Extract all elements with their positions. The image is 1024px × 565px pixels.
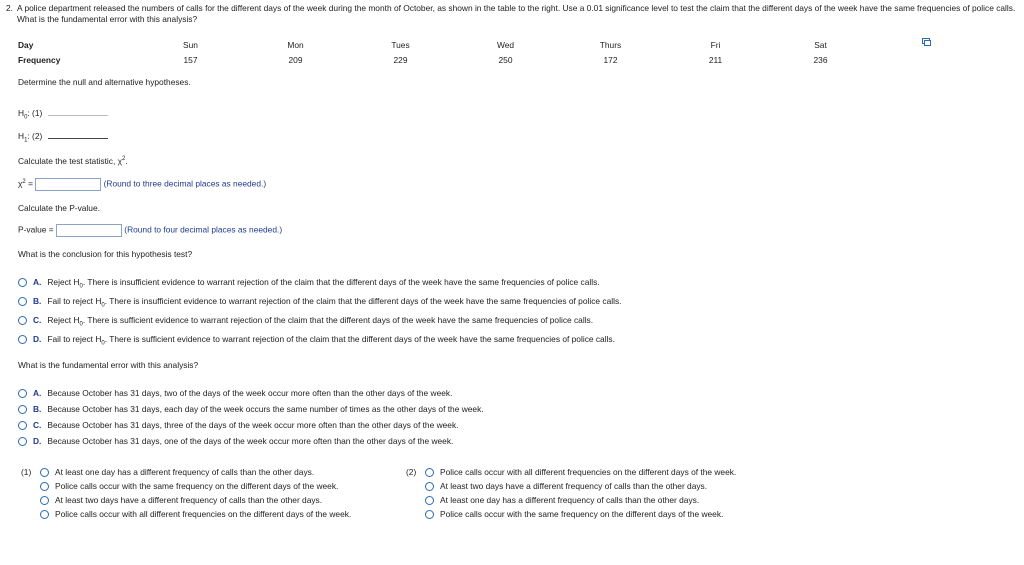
alternative-hypothesis [18, 131, 108, 144]
dropdown-1-label: (1) [21, 467, 32, 477]
option-subscript: 0 [79, 321, 83, 328]
radio-button[interactable] [40, 496, 49, 505]
option-letter: D. [33, 436, 42, 446]
error-option-c[interactable] [18, 420, 458, 431]
table-row-frequency [18, 52, 873, 67]
option-text-pre: Reject H [47, 277, 80, 287]
option-text: At least two days have a different frequency of calls than the other days. [55, 495, 323, 505]
radio-button[interactable] [18, 389, 27, 398]
dropdown-1-option[interactable] [40, 481, 338, 492]
option-letter: C. [33, 420, 42, 430]
dropdown-1-option[interactable] [40, 509, 351, 520]
option-letter: A. [33, 277, 42, 287]
option-text: Because October has 31 days, each day of the week occurs the same number of times as the other days of the week. [47, 404, 484, 414]
copy-table-icon[interactable] [922, 38, 930, 45]
h1-subscript: 1 [24, 137, 28, 144]
radio-button[interactable] [18, 297, 27, 306]
table-cell: Fri [710, 39, 721, 50]
h0-subscript: 0 [24, 114, 28, 121]
table-cell: 211 [708, 54, 723, 65]
p-value-hint: (Round to four decimal places as needed.) [124, 224, 283, 235]
table-cell: Wed [496, 39, 515, 50]
h1-slot-label: : (2) [27, 131, 43, 141]
chi-sq-label-superscript: 2 [22, 178, 26, 185]
frequency-header: Frequency [18, 54, 61, 65]
option-subscript: 0 [79, 283, 83, 290]
option-letter: A. [33, 388, 42, 398]
radio-button[interactable] [425, 496, 434, 505]
option-letter: D. [33, 334, 42, 344]
table-cell: 250 [498, 54, 513, 65]
test-statistic-hint: (Round to three decimal places as needed.) [103, 178, 267, 189]
table-row-day [18, 37, 873, 52]
dropdown-1-option[interactable] [40, 467, 314, 478]
dropdown-2-option[interactable] [425, 481, 707, 492]
option-text: Police calls occur with all different frequencies on the different days of the week. [440, 467, 737, 477]
chi-sq-label: χ [18, 178, 23, 189]
radio-button[interactable] [18, 278, 27, 287]
error-option-a[interactable] [18, 388, 452, 399]
option-text: At least one day has a different frequency of calls than the other days. [55, 467, 315, 477]
h1-label: H [18, 131, 25, 141]
table-cell: Sun [183, 39, 198, 50]
radio-button[interactable] [425, 510, 434, 519]
option-text: Because October has 31 days, one of the days of the week occur more often than the other days of the week. [47, 436, 454, 446]
radio-button[interactable] [18, 437, 27, 446]
radio-button[interactable] [18, 316, 27, 325]
option-text-pre: Fail to reject H [47, 334, 102, 344]
radio-button[interactable] [18, 335, 27, 344]
option-text: At least two days have a different frequency of calls than the other days. [440, 481, 708, 491]
table-cell: Thurs [599, 39, 622, 50]
radio-button[interactable] [40, 468, 49, 477]
table-cell: 209 [288, 54, 303, 65]
h0-slot-label: : (1) [27, 108, 43, 118]
option-text: Police calls occur with the same frequency on the different days of the week. [440, 509, 724, 519]
conclusion-option-a[interactable] [18, 277, 600, 293]
error-prompt: What is the fundamental error with this analysis? [18, 360, 199, 370]
table-cell: 229 [393, 54, 408, 65]
null-hypothesis [18, 108, 108, 121]
dropdown-1-option[interactable] [40, 495, 322, 506]
test-statistic-input[interactable] [35, 178, 101, 191]
dropdown-2-label: (2) [406, 467, 417, 477]
error-option-b[interactable] [18, 404, 484, 415]
option-text: Police calls occur with all different frequencies on the different days of the week. [55, 509, 352, 519]
radio-button[interactable] [18, 421, 27, 430]
table-cell: 236 [813, 54, 828, 65]
option-text-pre: Fail to reject H [47, 296, 102, 306]
radio-button[interactable] [18, 405, 27, 414]
error-option-d[interactable] [18, 436, 453, 447]
option-letter: B. [33, 296, 42, 306]
h0-label: H [18, 108, 25, 118]
option-text: Because October has 31 days, two of the days of the week occur more often than the other days of the week. [47, 388, 453, 398]
h0-dropdown[interactable] [48, 108, 108, 116]
hypotheses-prompt: Determine the null and alternative hypotheses. [18, 77, 191, 87]
p-value-input[interactable] [56, 224, 122, 237]
question-text: A police department released the numbers of calls for the different days of the week during the month of October, as shown in the table to the right. Use a 0.01 significance level to test the claim that the different days of the week have the same frequencies of police calls. What is the fundamental error with this analysis? [17, 3, 1016, 24]
conclusion-prompt: What is the conclusion for this hypothesis test? [18, 249, 193, 259]
h1-dropdown[interactable] [48, 131, 108, 139]
frequency-table [18, 37, 873, 67]
conclusion-option-d[interactable] [18, 334, 615, 350]
option-text: Because October has 31 days, three of the days of the week occur more often than the other days of the week. [47, 420, 459, 430]
test-statistic-prompt-end: . [125, 156, 128, 166]
radio-button[interactable] [425, 482, 434, 491]
option-letter: B. [33, 404, 42, 414]
option-text: Police calls occur with the same frequency on the different days of the week. [55, 481, 339, 491]
question-number: 2. [6, 3, 13, 13]
day-header: Day [18, 39, 34, 50]
p-value-label: P-value = [18, 224, 54, 235]
dropdown-2-option[interactable] [425, 495, 699, 506]
option-letter: C. [33, 315, 42, 325]
table-cell: Mon [287, 39, 304, 50]
option-text: At least one day has a different frequency of calls than the other days. [440, 495, 700, 505]
dropdown-2-option[interactable] [425, 467, 736, 478]
chi-sq-equals: = [25, 178, 33, 189]
radio-button[interactable] [425, 468, 434, 477]
option-text-post: . There is insufficient evidence to warrant rejection of the claim that the different days of the week have the same frequencies of police calls. [82, 277, 600, 287]
radio-button[interactable] [40, 482, 49, 491]
chi-sq-superscript: 2 [122, 156, 126, 163]
option-subscript: 0 [101, 302, 105, 309]
option-subscript: 0 [101, 340, 105, 347]
table-cell: Tues [391, 39, 410, 50]
option-text-post: . There is sufficient evidence to warrant rejection of the claim that the different days of the week have the same frequencies of police calls. [104, 334, 615, 344]
test-statistic-row [18, 178, 266, 191]
option-text-post: . There is insufficient evidence to warrant rejection of the claim that the different days of the week have the same frequencies of police calls. [104, 296, 622, 306]
test-statistic-prompt [18, 156, 128, 166]
p-value-row [18, 224, 282, 237]
option-text-post: . There is sufficient evidence to warrant rejection of the claim that the different days of the week have the same frequencies of police calls. [82, 315, 594, 325]
conclusion-option-c[interactable] [18, 315, 593, 331]
table-cell: 172 [603, 54, 618, 65]
dropdown-2-option[interactable] [425, 509, 723, 520]
conclusion-option-b[interactable] [18, 296, 621, 312]
test-statistic-prompt-text: Calculate the test statistic, χ [18, 156, 123, 166]
option-text-pre: Reject H [47, 315, 80, 325]
radio-button[interactable] [40, 510, 49, 519]
table-cell: Sat [814, 39, 827, 50]
p-value-prompt: Calculate the P-value. [18, 203, 100, 213]
table-cell: 157 [183, 54, 198, 65]
